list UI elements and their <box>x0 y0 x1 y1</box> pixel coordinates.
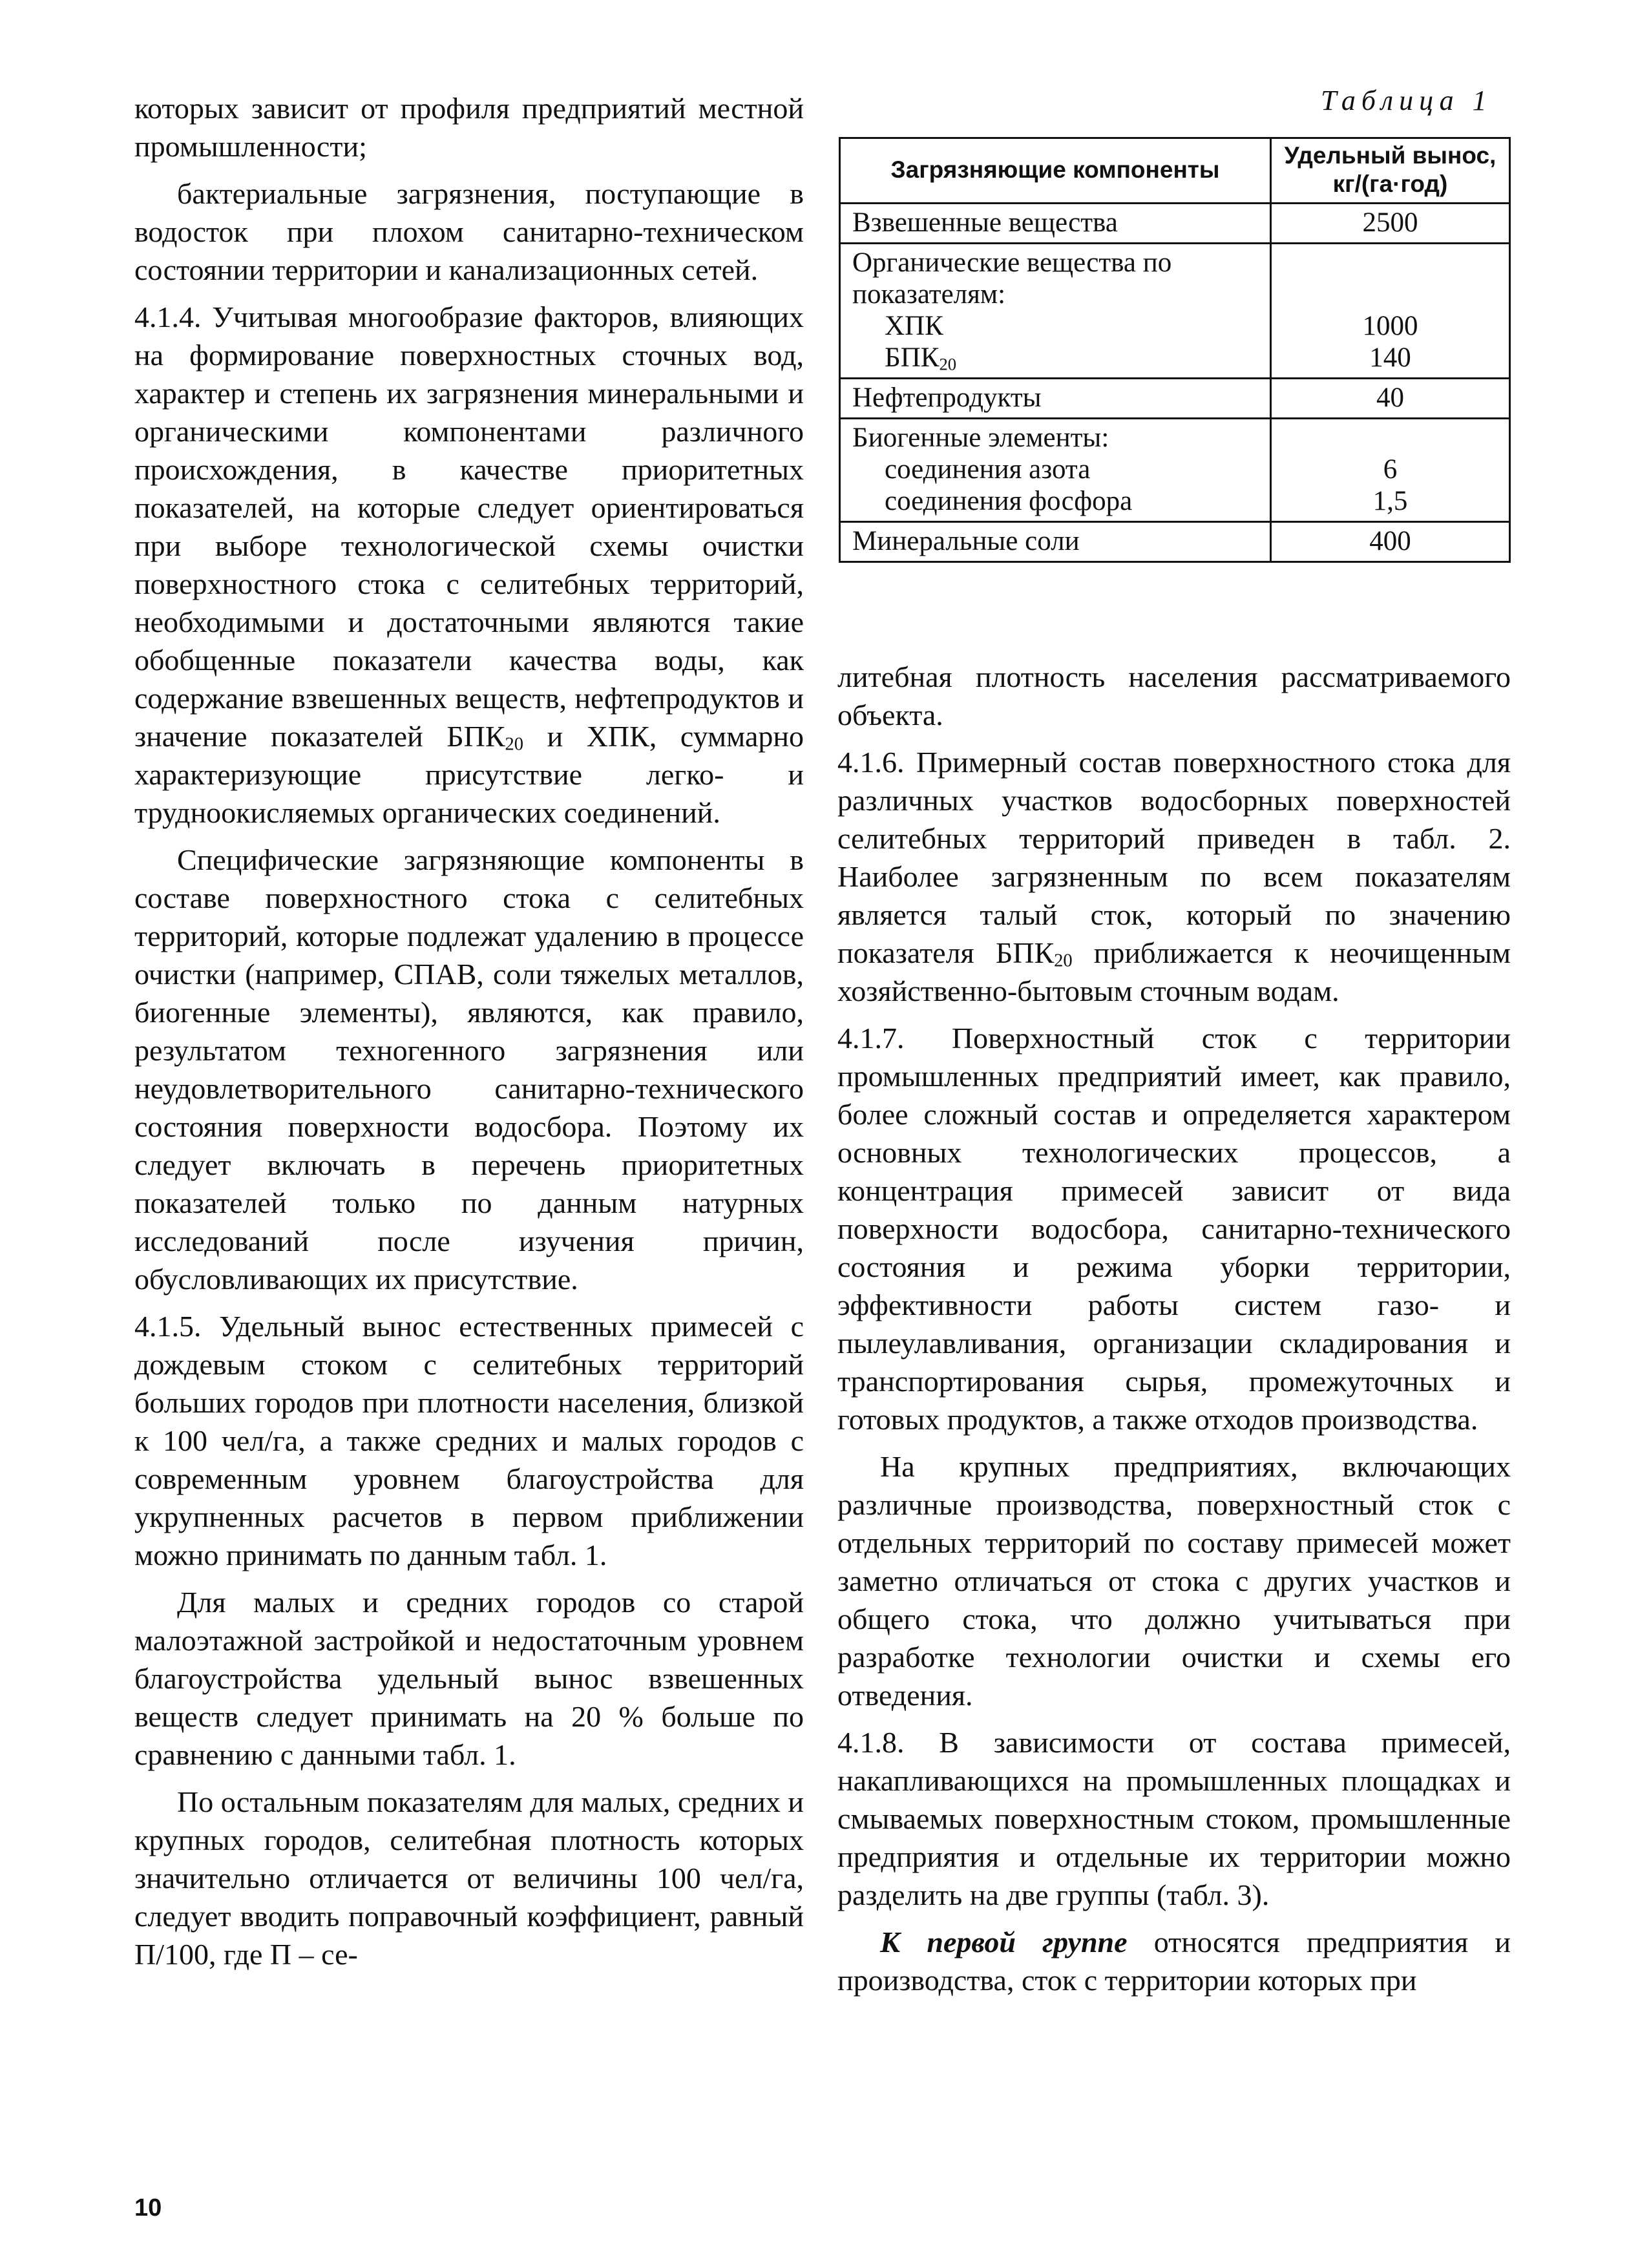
pollutant-table <box>839 137 1511 563</box>
paragraph: бактериальные загрязнения, поступающие в водосток при плохом санитарно-техническом состоянии территории и канализационных сетей. <box>134 177 804 286</box>
table-caption: Таблица 1 <box>1321 85 1493 116</box>
paragraph: которых зависит от профиля предприятий местной промышленности; <box>134 92 804 163</box>
left-text-column <box>134 89 804 1973</box>
paragraph: К первой группе относятся предприятия и производства, сток с территории которых при <box>837 1926 1511 1997</box>
emphasis: К первой группе <box>880 1926 1128 1958</box>
row-name: Взвешенные вещества <box>840 204 1271 244</box>
paragraph-4-1-7: 4.1.7. Поверхностный сток с территории промышленных предприятий имеет, как правило, более сложный состав и определяется характером основных технологических процессов, а концентрация примесей зависит от вида поверхности водосбора, санитарно-технического состояния и режима уборки территории, эффективности работы систем газо- и пылеулавливания, организации складирования и транспортирования сырья, промежуточных и готовых продуктов, а также отходов производства. <box>837 1022 1511 1436</box>
page-number: 10 <box>134 2194 162 2221</box>
row-value: 6 1,5 <box>1271 419 1510 522</box>
table-header-row <box>840 138 1510 204</box>
paragraph: Для малых и средних городов со старой малоэтажной застройкой и недостаточным уровнем благоустройства удельный вынос взвешенных веществ следует принимать на 20 % больше по сравнению с данными табл. 1. <box>134 1586 804 1771</box>
row-value: 400 <box>1271 522 1510 562</box>
right-text-column <box>837 658 1511 1999</box>
row-name: Нефтепродукты <box>840 379 1271 419</box>
paragraph-4-1-5: 4.1.5. Удельный вынос естественных примесей с дождевым стоком с селитебных территорий больших городов при плотности населения, близкой к 100 чел/га, а также средних и малых городов с современным уровнем благоустройства для укрупненных расчетов в первом приближении можно принимать по данным табл. 1. <box>134 1310 804 1571</box>
paragraph: На крупных предприятиях, включающих различные производства, поверхностный сток с отдельных территорий по составу примесей может заметно отличаться от стока с других участков и общего стока, что должно учитываться при разработке технологии очистки и схемы его отведения. <box>837 1450 1511 1712</box>
header-component: Загрязняющие компоненты <box>840 138 1271 204</box>
paragraph: Специфические загрязняющие компоненты в составе поверхностного стока с селитебных территорий, которые подлежат удалению в процессе очистки (например, СПАВ, соли тяжелых металлов, биогенные элементы), являются, как правило, результатом техногенного загрязнения или неудовлетворительного санитарно-технического состояния поверхности водосбора. Поэтому их следует включать в перечень приоритетных показателей только по данным натурных исследований после изучения причин, обусловливающих их присутствие. <box>134 843 804 1296</box>
row-name: Органические вещества по показателям: ХПК $БПК_{20}$ <box>840 244 1271 379</box>
paragraph-4-1-4: 4.1.4. Учитывая многообразие факторов, влияющих на формирование поверхностных сточных вод, характер и степень их загрязнения минеральными и органическими компонентами различного происхождения, в качестве приоритетных показателей, на которые следует ориентироваться при выборе технологической схемы очистки поверхностного стока с селитебных территорий, необходимыми и достаточными являются такие обобщенные показатели качества воды, как содержание взвешенных веществ, нефтепродуктов и значение показателей $БПК_{20}$ и ХПК, суммарно характеризующие присутствие легко- и трудноокисляемых органических соединений. <box>134 300 804 829</box>
table-row <box>840 204 1510 244</box>
table-row <box>840 522 1510 562</box>
row-value: 1000 140 <box>1271 244 1510 379</box>
header-value: Удельный вынос, кг/(га·год) <box>1271 138 1510 204</box>
table-row <box>840 419 1510 522</box>
table-row <box>840 379 1510 419</box>
row-value: 2500 <box>1271 204 1510 244</box>
paragraph: По остальным показателям для малых, средних и крупных городов, селитебная плотность которых значительно отличается от величины 100 чел/га, следует вводить поправочный коэффициент, равный П/100, где П – се- <box>134 1785 804 1971</box>
row-value: 40 <box>1271 379 1510 419</box>
paragraph-4-1-6: 4.1.6. Примерный состав поверхностного стока для различных участков водосборных поверхностей селитебных территорий приведен в табл. 2. Наиболее загрязненным по всем показателям является талый сток, который по значению показателя $БПК_{20}$ приближается к неочищенным хозяйственно-бытовым сточным водам. <box>837 746 1511 1007</box>
paragraph-4-1-8: 4.1.8. В зависимости от состава примесей, накапливающихся на промышленных площадках и смываемых поверхностным стоком, промышленные предприятия и отдельные их территории можно разделить на две группы (табл. 3). <box>837 1726 1511 1911</box>
paragraph: литебная плотность населения рассматриваемого объекта. <box>837 660 1511 731</box>
row-name: Биогенные элементы: соединения азота соединения фосфора <box>840 419 1271 522</box>
table-row <box>840 244 1510 379</box>
row-name: Минеральные соли <box>840 522 1271 562</box>
